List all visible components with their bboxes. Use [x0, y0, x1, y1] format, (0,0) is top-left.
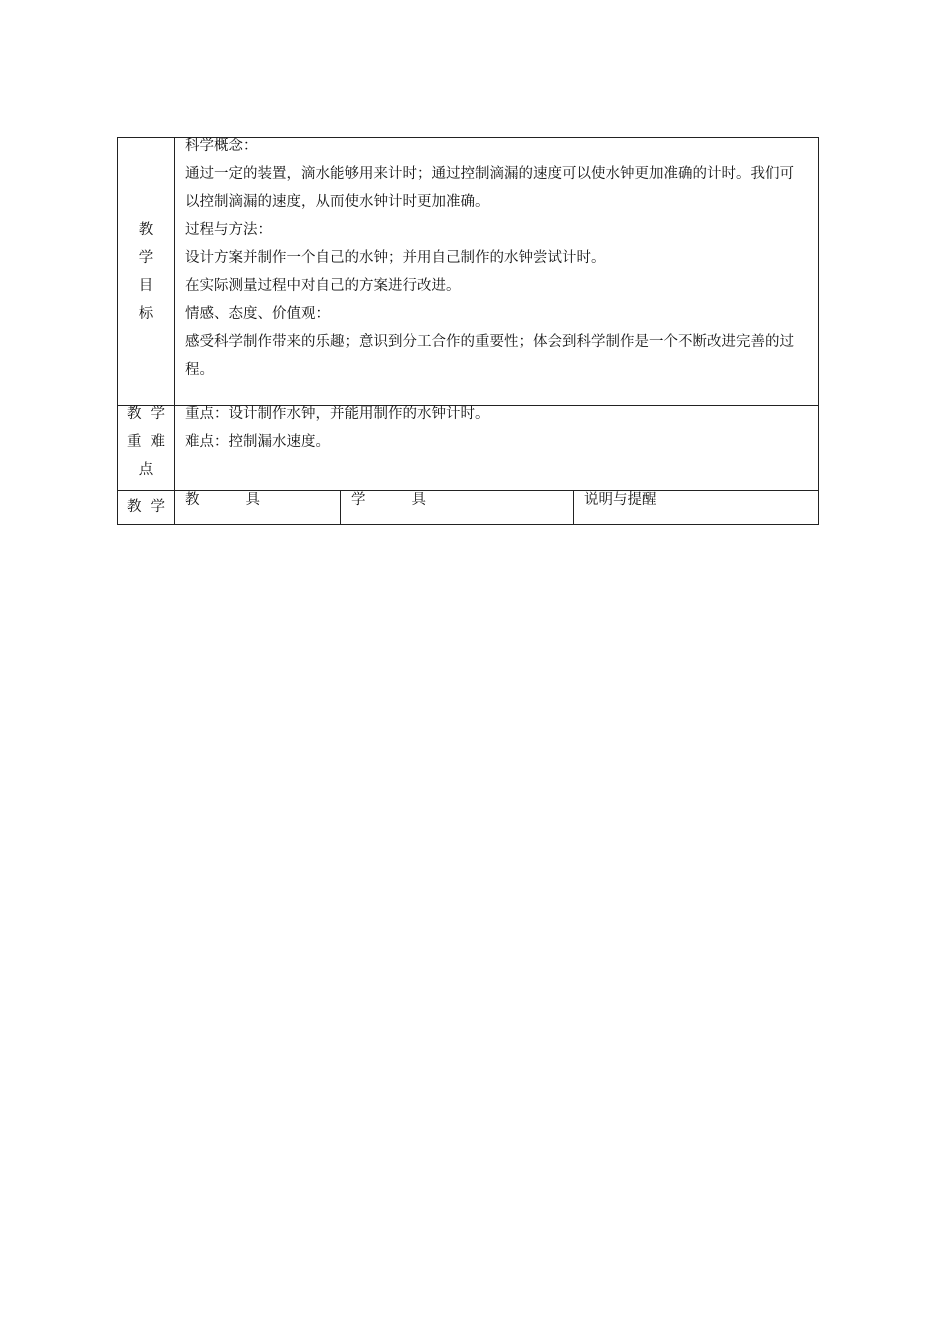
key-point-text: 重点：设计制作水钟，并能用制作的水钟计时。 [185, 406, 490, 422]
teaching-goals-label-char: 目 [138, 277, 154, 294]
teaching-goals-label-char: 学 [138, 249, 154, 266]
goal-text-process-method-2: 在实际测量过程中对自己的方案进行改进。 [185, 278, 461, 294]
key-label-line: 重难 [127, 434, 174, 450]
teaching-tools-content [175, 491, 819, 525]
key-label-line: 教学 [127, 406, 174, 422]
goal-heading-process-method: 过程与方法： [185, 222, 272, 238]
key-difficult-points-label-cell [118, 406, 175, 491]
teaching-goals-label-char: 教 [138, 221, 154, 238]
teaching-goals-row [118, 138, 819, 406]
key-label-line: 点 [138, 462, 163, 478]
notes-header: 说明与提醒 [584, 492, 657, 508]
teaching-tools-label: 教学 [127, 499, 174, 515]
teaching-goals-text [185, 132, 808, 384]
teacher-tools-header [175, 491, 341, 524]
teaching-tools-label-cell [118, 491, 175, 525]
goal-heading-attitude-values: 情感、态度、价值观： [185, 306, 330, 322]
teacher-tools-char: 教 [185, 492, 200, 508]
difficult-point-text: 难点：控制漏水速度。 [185, 434, 330, 450]
teaching-goals-content [175, 138, 819, 406]
teaching-tools-row [118, 491, 819, 525]
key-difficult-points-content [175, 406, 819, 491]
teaching-goals-label-char: 标 [138, 305, 154, 322]
goal-text-attitude-values: 感受科学制作带来的乐趣；意识到分工合作的重要性；体会到科学制作是一个不断改进完善的过程。 [185, 334, 794, 378]
tools-grid [175, 491, 818, 524]
student-tools-char: 学 [351, 492, 366, 508]
goal-text-process-method-1: 设计方案并制作一个自己的水钟；并用自己制作的水钟尝试计时。 [185, 250, 606, 266]
student-tools-header [341, 491, 574, 524]
student-tools-char: 具 [411, 492, 426, 508]
teaching-goals-label-cell [118, 138, 175, 406]
key-difficult-points-text [185, 400, 808, 456]
goal-heading-science-concept: 科学概念： [185, 138, 258, 154]
goal-text-science-concept: 通过一定的装置，滴水能够用来计时；通过控制滴漏的速度可以使水钟更加准确的计时。我们可以控制滴漏的速度，从而使水钟计时更加准确。 [185, 166, 794, 210]
key-difficult-points-row [118, 406, 819, 491]
teaching-goals-label [118, 138, 174, 405]
teacher-tools-char: 具 [245, 492, 260, 508]
key-difficult-points-label [118, 400, 174, 484]
lesson-plan-table [117, 137, 819, 525]
